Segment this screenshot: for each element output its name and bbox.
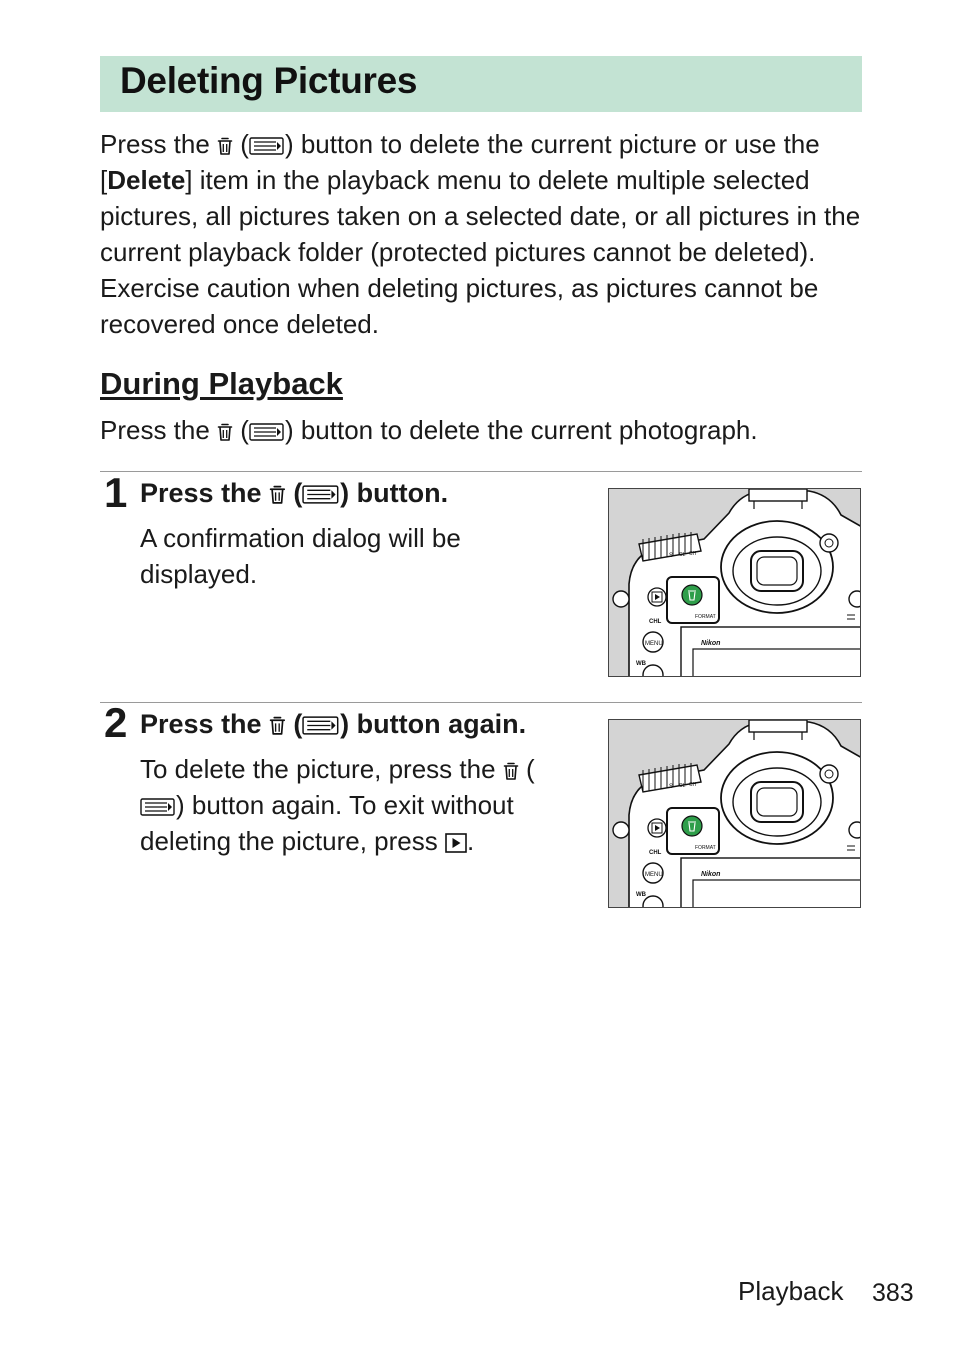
trash-icon: [269, 715, 286, 736]
step-body-text-2: (: [518, 754, 535, 784]
format-icon: [249, 136, 285, 156]
step-heading-text-3: ) button.: [340, 478, 449, 508]
section-text-2: (: [233, 415, 249, 445]
format-icon: [140, 797, 176, 817]
camera-illustration: [608, 719, 861, 908]
step-heading-text-2: (: [285, 478, 303, 508]
step-heading: [140, 709, 526, 740]
svg-text:CL: CL: [679, 552, 686, 558]
trash-icon: [269, 484, 286, 505]
svg-text:WB: WB: [636, 661, 646, 667]
svg-text:WB: WB: [636, 892, 646, 898]
camera-drawing: [609, 720, 860, 908]
step-body: A confirmation dialog will be displayed.: [140, 523, 461, 589]
section-text-3: ) button to delete the current photograph.: [284, 415, 758, 445]
intro-text-3: ) button to delete the current picture or use the [: [100, 129, 820, 195]
svg-text:CL: CL: [679, 783, 686, 789]
svg-text:Nikon: Nikon: [701, 640, 721, 647]
svg-text:FORMAT: FORMAT: [695, 845, 716, 851]
svg-text:MENU: MENU: [645, 641, 663, 647]
page-title: Deleting Pictures: [120, 60, 418, 101]
title-bar: [100, 56, 862, 112]
svg-text:CH: CH: [689, 782, 697, 788]
intro-paragraph: [100, 126, 870, 342]
svg-text:MENU: MENU: [645, 872, 663, 878]
format-icon: [249, 422, 285, 442]
delete-menu-item: Delete: [107, 165, 186, 195]
trash-icon: [503, 761, 519, 781]
step-number: 2: [104, 699, 128, 746]
page-number: 383: [872, 1279, 914, 1307]
intro-text-2: (: [233, 129, 249, 159]
format-icon: [302, 484, 340, 505]
svg-text:CHL: CHL: [649, 850, 662, 856]
section-heading: During Playback: [100, 366, 343, 401]
footer-section-name: Playback: [738, 1276, 844, 1306]
intro-text-4: ] item in the playback menu to delete multiple selected pictures, all pictures taken on a selected date, or all pictures in the current playback folder (protected pictures cannot be deleted). Exercise caution when deleting pictures, as pictures cannot be recovered once deleted.: [100, 165, 861, 339]
step-body-text-4: .: [466, 826, 475, 856]
trash-icon: [217, 136, 233, 156]
step-body-text-1: To delete the picture, press the: [140, 754, 503, 784]
camera-illustration: [608, 488, 861, 677]
svg-text:S: S: [669, 784, 674, 790]
step-heading-text-3: ) button again.: [340, 709, 527, 739]
section-text-1: Press the: [100, 415, 218, 445]
svg-text:CHL: CHL: [649, 619, 662, 625]
camera-drawing: [609, 489, 860, 677]
format-icon: [302, 715, 340, 736]
section-intro: [100, 412, 758, 448]
step-heading-text-1: Press the: [140, 709, 270, 739]
intro-text-1: Press the: [100, 129, 218, 159]
svg-text:CH: CH: [689, 551, 697, 557]
step-heading-text-1: Press the: [140, 478, 270, 508]
step-body-text-3: ) button again. To exit without deleting the picture, press: [140, 790, 514, 856]
step-divider: [100, 471, 862, 472]
step-heading-text-2: (: [285, 709, 303, 739]
svg-text:Nikon: Nikon: [701, 871, 721, 878]
svg-text:S: S: [669, 553, 674, 559]
playback-icon: [445, 833, 467, 853]
step-number: 1: [104, 469, 128, 516]
trash-icon: [217, 422, 233, 442]
step-heading: [140, 478, 448, 509]
step-body: [140, 751, 560, 859]
svg-text:FORMAT: FORMAT: [695, 614, 716, 620]
step-divider: [100, 702, 862, 703]
